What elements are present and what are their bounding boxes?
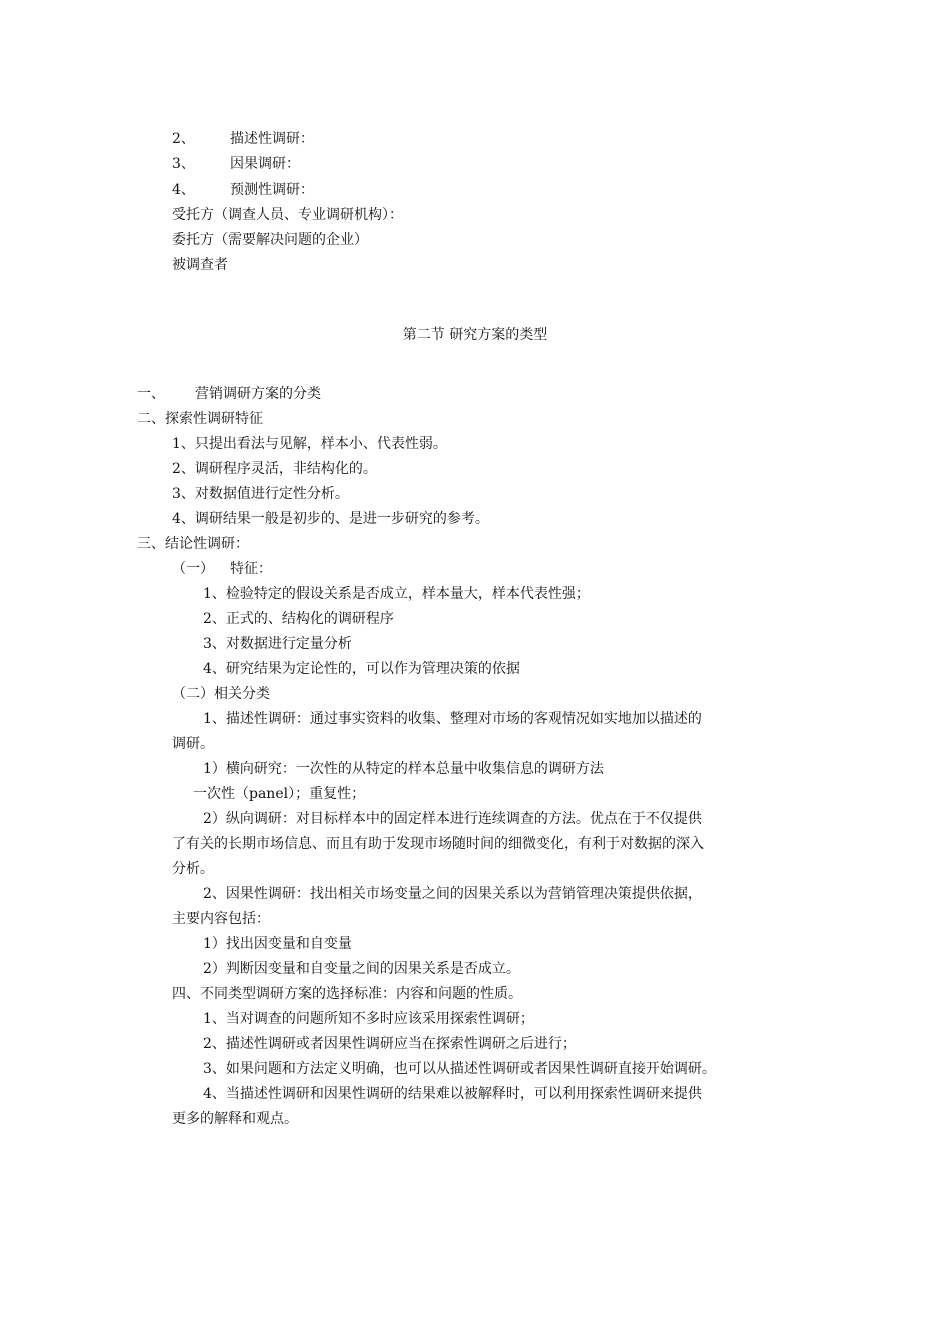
sub1-item: 1、检验特定的假设关系是否成立，样本量大，样本代表性强； (203, 586, 590, 602)
list-text: 预测性调研： (230, 182, 314, 198)
list-number: 4、 (172, 182, 195, 198)
paragraph-line: 4、当描述性调研和因果性调研的结果难以被解释时，可以利用探索性调研来提供 (203, 1086, 702, 1102)
part4-item: 3、如果问题和方法定义明确，也可以从描述性调研或者因果性调研直接开始调研。 (203, 1061, 716, 1077)
part4-item: 1、当对调查的问题所知不多时应该采用探索性调研； (203, 1011, 534, 1027)
party-line: 被调查者 (172, 257, 228, 273)
part1-heading (137, 385, 321, 403)
part2-item: 1、只提出看法与见解，样本小、代表性弱。 (172, 436, 447, 452)
causal-item: 1）找出因变量和自变量 (203, 936, 352, 952)
paragraph-line: 2）纵向调研：对目标样本中的固定样本进行连续调查的方法。优点在于不仅提供 (203, 811, 702, 827)
party-line: 委托方（需要解决问题的企业） (172, 232, 368, 248)
part3-sub1-heading (172, 560, 272, 578)
list-number: 2、 (172, 131, 195, 147)
paragraph-line: 了有关的长期市场信息、而且有助于发现市场随时间的细微变化，有利于对数据的深入 (172, 836, 704, 852)
sub1-number: （一） (172, 561, 214, 577)
causal-item: 2）判断因变量和自变量之间的因果关系是否成立。 (203, 961, 520, 977)
part4-item: 2、描述性调研或者因果性调研应当在探索性调研之后进行； (203, 1036, 576, 1052)
paragraph-line: 调研。 (172, 736, 214, 752)
list-text: 描述性调研： (230, 131, 314, 147)
part2-item: 3、对数据值进行定性分析。 (172, 486, 349, 502)
list-number: 3、 (172, 156, 195, 172)
section-title: 第二节 研究方案的类型 (402, 327, 548, 343)
part4-heading: 四、不同类型调研方案的选择标准：内容和问题的性质。 (172, 986, 522, 1002)
paragraph-line: 更多的解释和观点。 (172, 1111, 298, 1127)
party-line: 受托方（调查人员、专业调研机构）： (172, 207, 403, 223)
sub1-item: 3、对数据进行定量分析 (203, 636, 352, 652)
part2-item: 2、调研程序灵活，非结构化的。 (172, 461, 377, 477)
paragraph-line: 1、描述性调研：通过事实资料的收集、整理对市场的客观情况如实地加以描述的 (203, 711, 702, 727)
part3-sub2-heading: （二）相关分类 (172, 686, 270, 702)
paragraph-line: 1）横向研究：一次性的从特定的样本总量中收集信息的调研方法 (203, 761, 604, 777)
intro-list-item (172, 130, 314, 148)
part3-heading: 三、结论性调研： (137, 536, 249, 552)
list-text: 因果调研： (230, 156, 300, 172)
paragraph-line: 主要内容包括： (172, 911, 270, 927)
paragraph-line: 2、因果性调研：找出相关市场变量之间的因果关系以为营销管理决策提供依据， (203, 886, 702, 902)
part1-text: 营销调研方案的分类 (195, 386, 321, 402)
intro-list-item (172, 181, 314, 199)
part2-item: 4、调研结果一般是初步的、是进一步研究的参考。 (172, 511, 489, 527)
sub1-item: 4、研究结果为定论性的，可以作为管理决策的依据 (203, 661, 520, 677)
paragraph-line: 分析。 (172, 861, 214, 877)
intro-list-item (172, 155, 300, 173)
sub1-text: 特征： (230, 561, 272, 577)
sub1-item: 2、正式的、结构化的调研程序 (203, 611, 394, 627)
part2-heading: 二、探索性调研特征 (137, 411, 263, 427)
part1-number: 一、 (137, 386, 165, 402)
paragraph-line: 一次性（panel）；重复性； (193, 786, 366, 802)
